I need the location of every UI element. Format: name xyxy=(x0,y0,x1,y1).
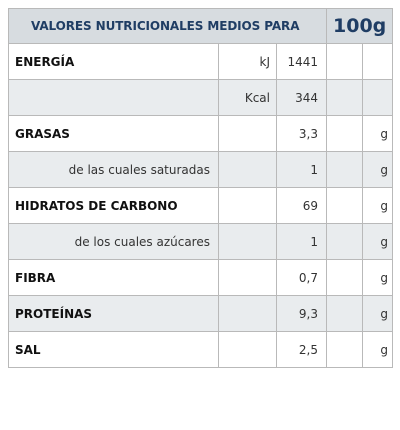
row-gram-unit xyxy=(363,44,393,80)
row-unit-kcal: Kcal xyxy=(219,80,277,116)
row-label-fat: GRASAS xyxy=(9,116,219,152)
header-label: VALORES NUTRICIONALES MEDIOS PARA xyxy=(9,9,327,44)
row-empty-cell xyxy=(327,332,363,368)
table-row-fat xyxy=(9,116,393,152)
table-row-saturated xyxy=(9,152,393,188)
row-label-salt: SAL xyxy=(9,332,219,368)
nutrition-facts-panel xyxy=(8,8,392,368)
row-gram-unit xyxy=(363,80,393,116)
row-unit xyxy=(219,260,277,296)
table-row-energy-kcal xyxy=(9,80,393,116)
row-unit xyxy=(219,332,277,368)
row-empty-cell xyxy=(327,80,363,116)
row-value-fat: 3,3 xyxy=(277,116,327,152)
table-header-row xyxy=(9,9,393,44)
nutrition-table xyxy=(8,8,393,368)
row-empty-cell xyxy=(327,152,363,188)
row-unit xyxy=(219,296,277,332)
row-value-protein: 9,3 xyxy=(277,296,327,332)
table-row-fiber xyxy=(9,260,393,296)
row-unit-kj: kJ xyxy=(219,44,277,80)
row-value-energy-kcal: 344 xyxy=(277,80,327,116)
row-gram-unit: g xyxy=(363,152,393,188)
row-value-salt: 2,5 xyxy=(277,332,327,368)
row-gram-unit: g xyxy=(363,296,393,332)
row-label-sugars: de los cuales azúcares xyxy=(9,224,219,260)
row-label-blank xyxy=(9,80,219,116)
row-label-protein: PROTEÍNAS xyxy=(9,296,219,332)
row-gram-unit: g xyxy=(363,188,393,224)
table-row-carbohydrates xyxy=(9,188,393,224)
row-empty-cell xyxy=(327,116,363,152)
row-value-sugars: 1 xyxy=(277,224,327,260)
row-unit xyxy=(219,152,277,188)
row-label-carbohydrates: HIDRATOS DE CARBONO xyxy=(9,188,219,224)
row-label-fiber: FIBRA xyxy=(9,260,219,296)
table-row-protein xyxy=(9,296,393,332)
row-empty-cell xyxy=(327,260,363,296)
row-empty-cell xyxy=(327,224,363,260)
header-amount: 100g xyxy=(327,9,393,44)
row-value-saturated: 1 xyxy=(277,152,327,188)
row-gram-unit: g xyxy=(363,116,393,152)
row-unit xyxy=(219,116,277,152)
row-value-fiber: 0,7 xyxy=(277,260,327,296)
row-value-energy-kj: 1441 xyxy=(277,44,327,80)
row-empty-cell xyxy=(327,296,363,332)
row-empty-cell xyxy=(327,188,363,224)
table-row-sugars xyxy=(9,224,393,260)
row-value-carbohydrates: 69 xyxy=(277,188,327,224)
row-gram-unit: g xyxy=(363,332,393,368)
row-unit xyxy=(219,188,277,224)
table-row-salt xyxy=(9,332,393,368)
row-empty-cell xyxy=(327,44,363,80)
row-gram-unit: g xyxy=(363,224,393,260)
row-label-energy: ENERGÍA xyxy=(9,44,219,80)
row-unit xyxy=(219,224,277,260)
table-row-energy-kj xyxy=(9,44,393,80)
row-label-saturated: de las cuales saturadas xyxy=(9,152,219,188)
row-gram-unit: g xyxy=(363,260,393,296)
